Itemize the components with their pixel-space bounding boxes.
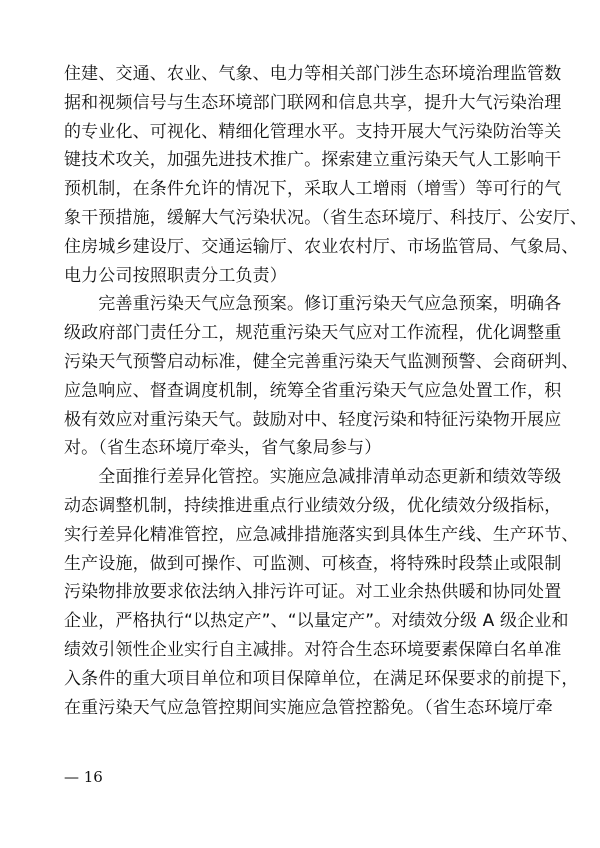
text-line: 污染物排放要求依法纳入排污许可证。对工业余热供暖和协同处置 [64,582,562,603]
text-line: 对。（省生态环境厅牵头，省气象局参与） [64,438,382,459]
text-line: 全面推行差异化管控。实施应急减排清单动态更新和绩效等级 [64,467,562,488]
text-line: 企业，严格执行“以热定产”、“以量定产”。对绩效分级 A 级企业和 [64,611,569,632]
text-line: 象干预措施，缓解大气污染状况。（省生态环境厅、科技厅、公安厅、 [64,207,588,228]
text-line: 动态调整机制，持续推进重点行业绩效分级，优化绩效分级指标， [64,495,562,516]
text-line: 完善重污染天气应急预案。修订重污染天气应急预案，明确各 [64,294,562,315]
text-line: 据和视频信号与生态环境部门联网和信息共享，提升大气污染治理 [64,92,562,113]
text-line: 生产设施，做到可操作、可监测、可核查，将特殊时段禁止或限制 [64,553,562,574]
text-line: 键技术攻关，加强先进技术推广。探索建立重污染天气人工影响干 [64,150,562,171]
text-line: 的专业化、可视化、精细化管理水平。支持开展大气污染防治等关 [64,121,562,142]
text-line: 极有效应对重污染天气。鼓励对中、轻度污染和特征污染物开展应 [64,409,562,430]
page-number: — 16 [64,768,103,786]
text-line: 绩效引领性企业实行自主减排。对符合生态环境要素保障白名单准 [64,639,562,660]
text-line: 应急响应、督查调度机制，统筹全省重污染天气应急处置工作，积 [64,380,562,401]
text-line: 入条件的重大项目单位和项目保障单位，在满足环保要求的前提下， [64,668,579,689]
text-line: 在重污染天气应急管控期间实施应急管控豁免。（省生态环境厅牵 [64,697,553,718]
text-line: 住建、交通、农业、气象、电力等相关部门涉生态环境治理监管数 [64,64,562,84]
text-line: 级政府部门责任分工，规范重污染天气应对工作流程，优化调整重 [64,323,562,344]
text-line: 预机制，在条件允许的情况下，采取人工增雨（增雪）等可行的气 [64,179,562,200]
text-line: 住房城乡建设厅、交通运输厅、农业农村厅、市场监管局、气象局、 [64,236,579,257]
text-line: 污染天气预警启动标准，健全完善重污染天气监测预警、会商研判、 [64,351,579,372]
text-line: 实行差异化精准管控，应急减排措施落实到具体生产线、生产环节、 [64,524,579,545]
text-line: 电力公司按照职责分工负责） [64,265,287,286]
body-text [64,60,588,722]
